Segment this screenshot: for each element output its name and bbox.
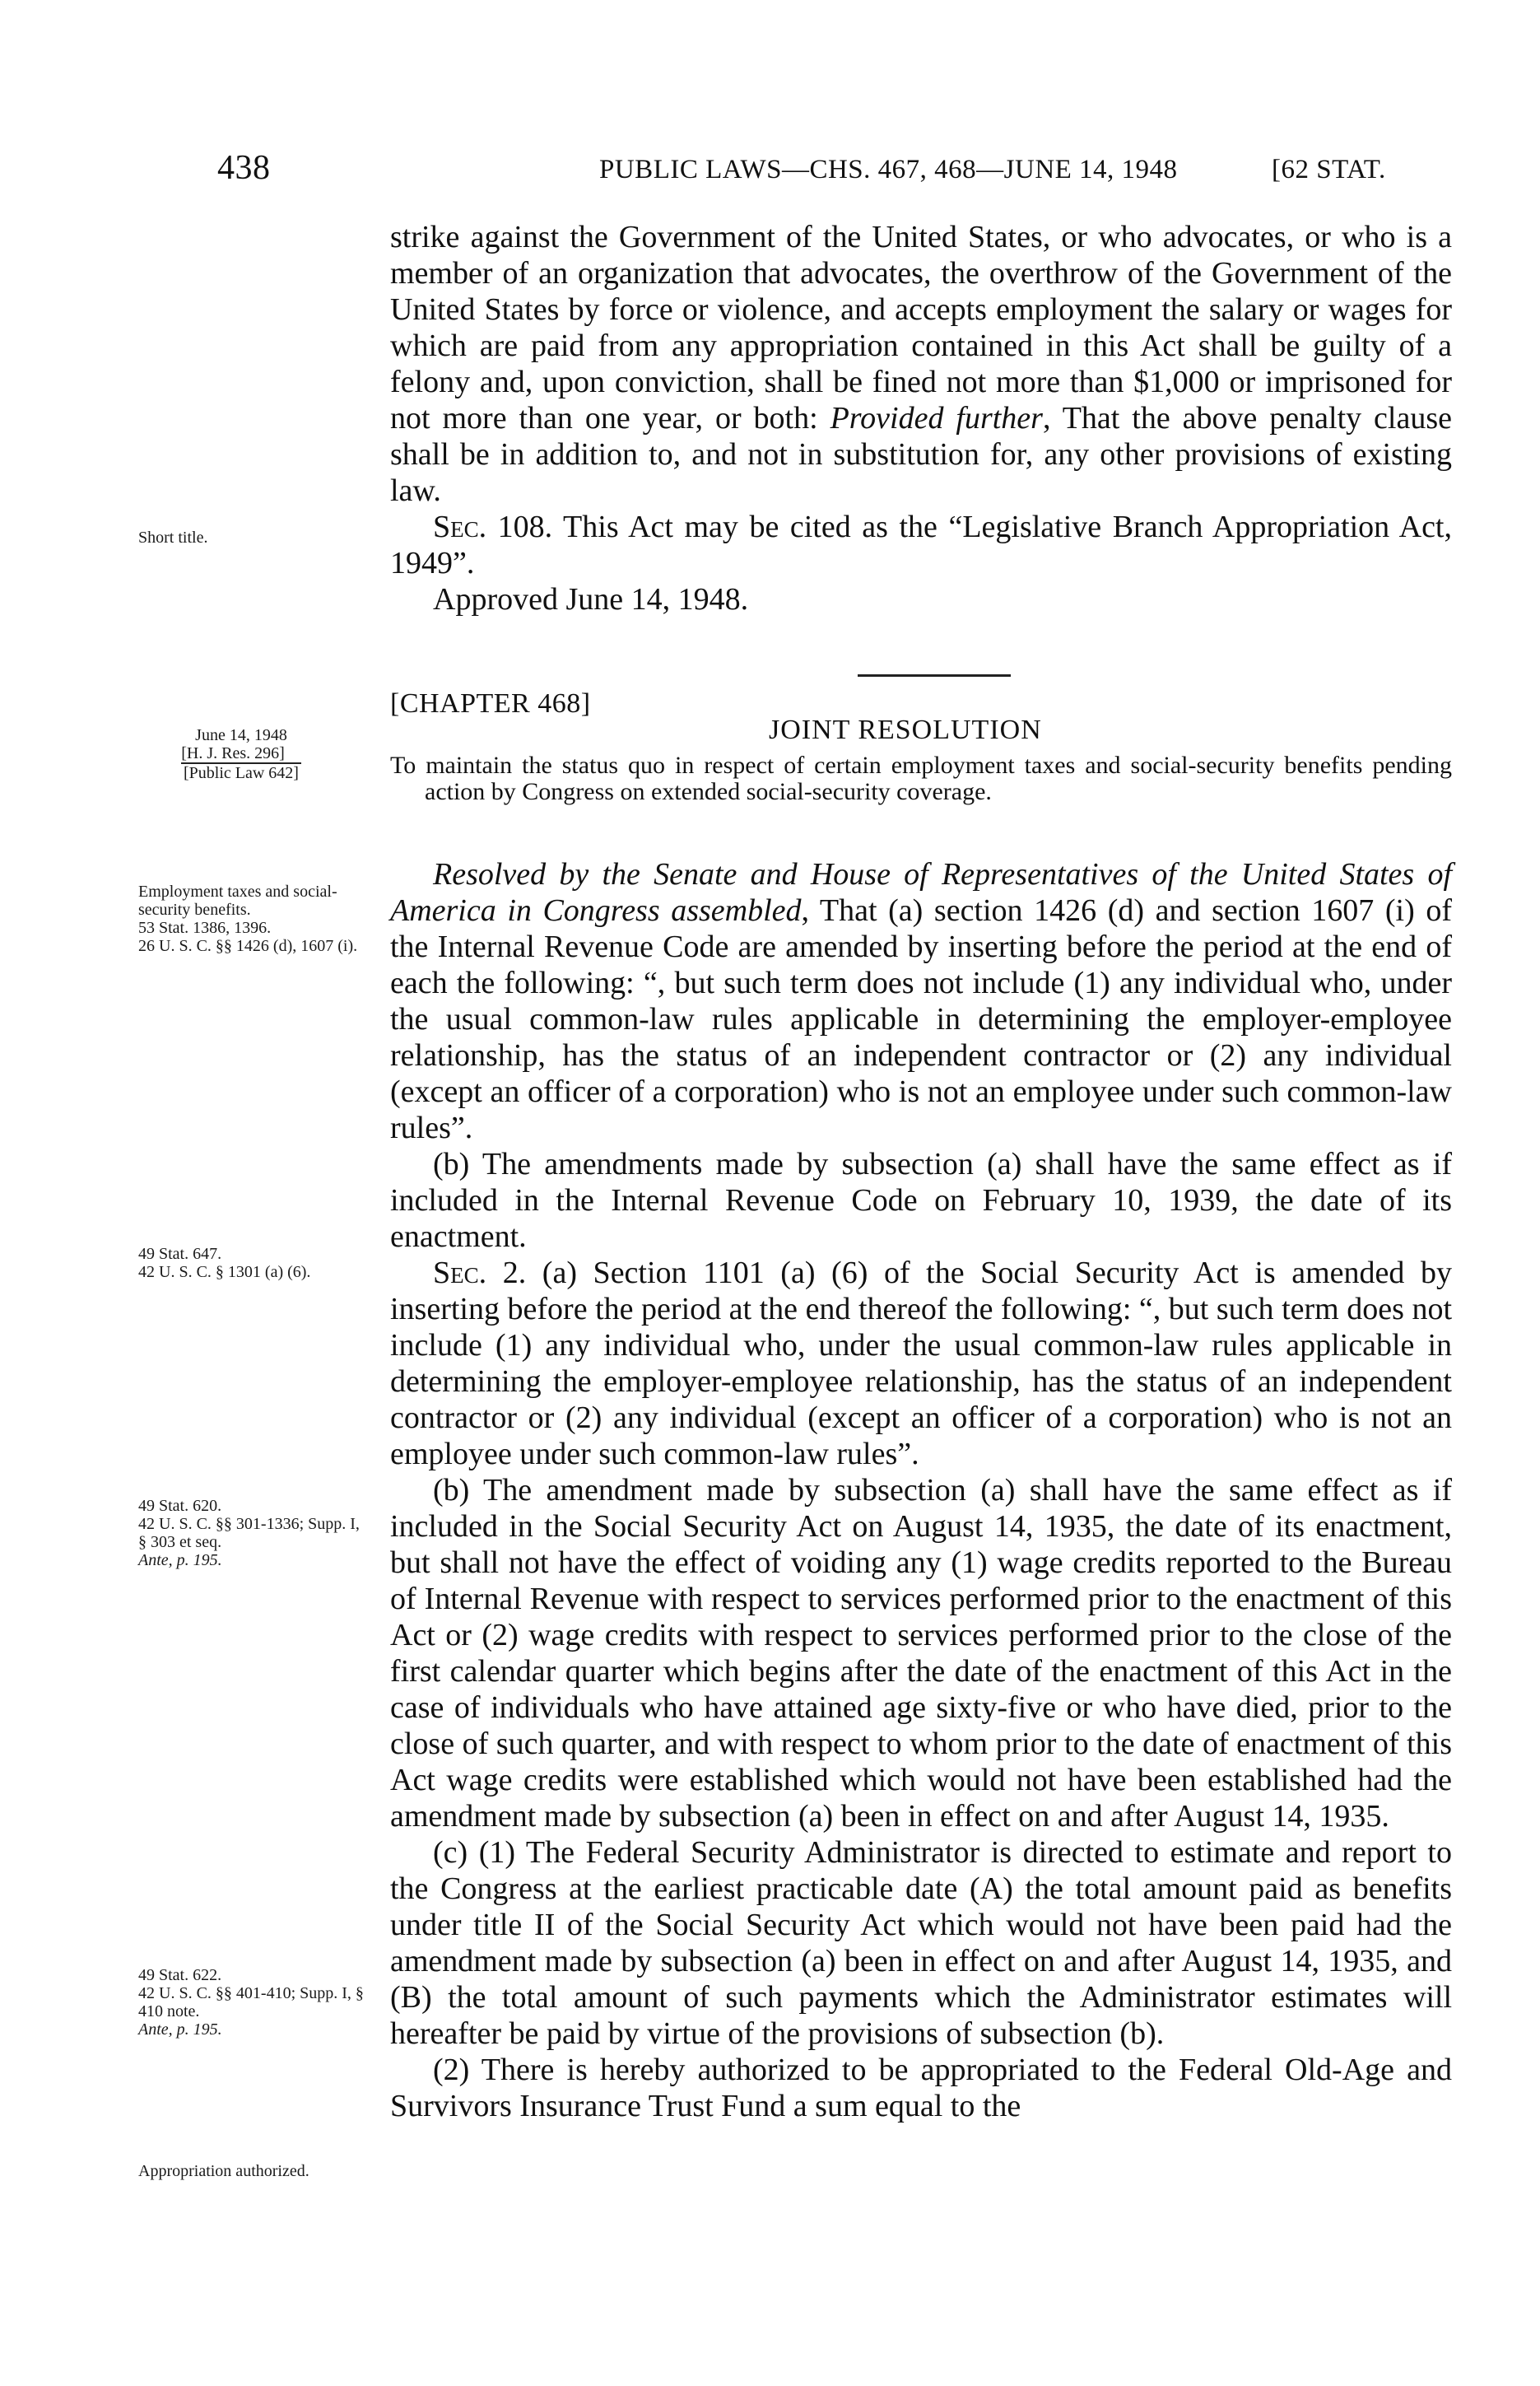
chapter-label: [CHAPTER 468] (390, 688, 591, 719)
margin-note-chapter (138, 726, 344, 782)
sec-2a-text: (a) Section 1101 (a) (6) of the Social Security Act is amended by inserting before the period at the end thereof the following: “, but such term does not include (1) any individual who, under the usual common-law rules applicable in determining the employer-employee relationship, has the status of an independent contractor or (2) any individual (except an officer of a corporation) who is not an employee under such common-law rules”. (390, 1256, 1452, 1471)
page-number: 438 (217, 149, 271, 187)
margin-note-employment (138, 883, 369, 955)
margin-note-sec2c-ante: Ante, p. 195. (138, 2020, 222, 2039)
paragraph-sec2a (390, 1255, 1452, 1472)
margin-note-short-title: Short title. (138, 529, 208, 547)
penalty-text-b: , That the above penalty clause shall be in addition to, and not in substitution for, any other provisions of existing law. (390, 401, 1453, 508)
joint-resolution-heading: JOINT RESOLUTION (769, 715, 1042, 745)
margin-note-hj-res-text: [H. J. Res. 296] (181, 744, 301, 764)
paragraph-1a-text: , That (a) section 1426 (d) and section 1607 (i) of the Internal Revenue Code are amended by inserting before the period at the end of each the following: “, but such term does not include (1) any individual who, under the usual common-law rules applicable in determining the employer-employee relationship, has the status of an independent contractor or (2) any individual (except an officer of a corporation) who is not an employee under such common-law rules”. (390, 893, 1452, 1145)
margin-note-employment-title: Employment taxes and social-security benefits. (138, 883, 337, 919)
margin-note-sec2b-ante: Ante, p. 195. (138, 1551, 222, 1569)
paragraph-sec2c2: (2) There is hereby authorized to be appropriated to the Federal Old-Age and Survivors Insurance Trust Fund a sum equal to the (390, 2053, 1452, 2123)
paragraph-sec2b: (b) The amendment made by subsection (a) shall have the same effect as if included in the Social Security Act on August 14, 1935, the date of its enactment, but shall not have the effect of voiding any (1) wage credits reported to the Bureau of Internal Revenue with respect to services performed prior to the enactment of this Act or (2) wage credits with respect to services performed prior to the close of the first calendar quarter which begins after the date of the enactment of this Act in the case of individuals who have attained age sixty-five or who have died, prior to the close of such quarter, and with respect to whom prior to the date of enactment of this Act wage credits were established which would not have been established had the amendment made by subsection (a) been in effect on and after August 14, 1935. (390, 1473, 1452, 1834)
margin-note-employment-usc: 26 U. S. C. §§ 1426 (d), 1607 (i). (138, 937, 358, 955)
paragraph-sec2c1: (c) (1) The Federal Security Administrator is directed to estimate and report to the Congress at the earliest practicable date (A) the total amount paid as benefits under title II of the Social Security Act which would not have been paid had the amendment made by subsection (a) been in effect on and after August 14, 1935, and (B) the total amount of such payments which the Administrator estimates will hereafter be paid by virtue of the provisions of subsection (b). (390, 1835, 1452, 2051)
paragraph-1a (390, 856, 1452, 1146)
margin-note-sec2b (138, 1497, 369, 1569)
margin-note-sec2b-stat: 49 Stat. 620. (138, 1497, 222, 1515)
margin-note-hj-res (138, 744, 344, 764)
margin-note-sec2c-stat: 49 Stat. 622. (138, 1966, 222, 1984)
margin-note-sec2-stat: 49 Stat. 647. (138, 1245, 222, 1263)
provided-further: Provided further (830, 401, 1043, 436)
chapter-separator (858, 674, 1011, 677)
statute-volume: [62 STAT. (1272, 155, 1386, 184)
resolution-purpose: To maintain the status quo in respect of certain employment taxes and social-security benefits pending action by Congress on extended social-security coverage. (390, 752, 1452, 805)
paragraph-1b: (b) The amendments made by subsection (a) shall have the same effect as if included in the Internal Revenue Code on February 10, 1939, the date of its enactment. (390, 1147, 1452, 1254)
margin-note-sec2b-usc: 42 U. S. C. §§ 301-1336; Supp. I, § 303 et seq. (138, 1515, 360, 1551)
resolution-body (390, 856, 1452, 2124)
running-title: PUBLIC LAWS—CHS. 467, 468—JUNE 14, 1948 (599, 155, 1178, 184)
margin-note-employment-stat: 53 Stat. 1386, 1396. (138, 919, 272, 937)
margin-note-sec2c (138, 1966, 369, 2039)
enacting-clause: Resolved by the Senate and House of Representatives of the United States of America in Congress assembled (390, 857, 1452, 928)
penalty-paragraph (390, 219, 1452, 509)
penalty-text-a: strike against the Government of the United States, or who advocates, or who is a member of an organization that advocates, the overthrow of the Government of the United States by force or violence, and accepts employment the salary or wages for which are paid from any appropriation contained in this Act shall be guilty of a felony and, upon conviction, shall be fined not more than $1,000 or imprisoned for not more than one year, or both: (390, 220, 1452, 436)
sec-108-paragraph (390, 509, 1452, 581)
margin-note-public-law: [Public Law 642] (184, 764, 299, 782)
margin-note-sec2-usc: 42 U. S. C. § 1301 (a) (6). (138, 1263, 311, 1281)
margin-note-date: June 14, 1948 (195, 726, 287, 744)
continued-section-text (390, 219, 1452, 617)
sec-2-label: Sec. 2. (433, 1256, 527, 1290)
sec-108-text: This Act may be cited as the “Legislative Branch Appropriation Act, 1949”. (390, 510, 1452, 580)
margin-note-appropriation: Appropriation authorized. (138, 2162, 309, 2180)
margin-note-sec2c-usc: 42 U. S. C. §§ 401-410; Supp. I, § 410 note. (138, 1984, 364, 2020)
approved-date: Approved June 14, 1948. (433, 582, 749, 617)
margin-note-sec2 (138, 1245, 369, 1281)
sec-108-label: Sec. 108. (433, 510, 553, 544)
